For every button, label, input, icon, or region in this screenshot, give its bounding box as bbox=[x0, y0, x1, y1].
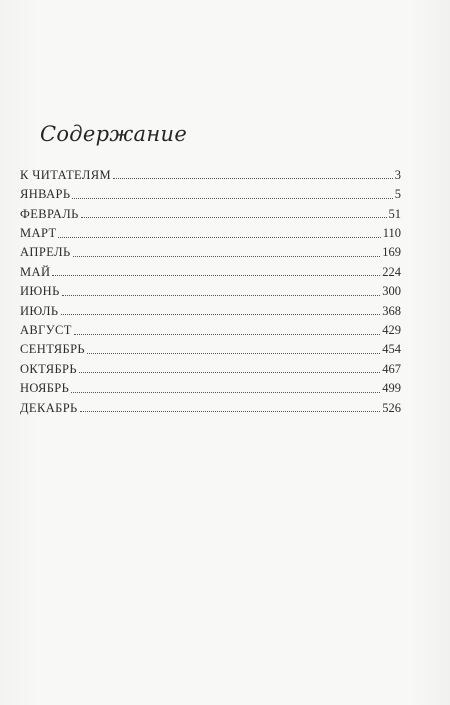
toc-entry bbox=[20, 278, 401, 297]
dot-leader bbox=[71, 392, 380, 393]
dot-leader bbox=[81, 217, 387, 218]
toc-entry bbox=[20, 240, 401, 259]
dot-leader bbox=[52, 275, 380, 276]
toc-entry-page: 110 bbox=[382, 226, 401, 241]
toc-entry-page: 300 bbox=[382, 284, 401, 299]
dot-leader bbox=[80, 411, 381, 412]
toc-entry bbox=[20, 298, 401, 317]
toc-entry-page: 51 bbox=[388, 206, 401, 221]
dot-leader bbox=[73, 256, 381, 257]
toc-entry bbox=[20, 220, 401, 239]
dot-leader bbox=[72, 198, 392, 199]
toc-list bbox=[20, 162, 401, 414]
toc-entry-label: МАЙ bbox=[20, 264, 51, 279]
toc-entry-page: 3 bbox=[394, 167, 401, 182]
toc-entry bbox=[20, 395, 401, 414]
toc-entry-label: НОЯБРЬ bbox=[20, 381, 70, 396]
toc-entry-page: 499 bbox=[382, 381, 401, 396]
toc-entry-label: ОКТЯБРЬ bbox=[20, 361, 77, 376]
dot-leader bbox=[87, 353, 380, 354]
toc-entry bbox=[20, 317, 401, 336]
toc-entry bbox=[20, 201, 401, 220]
toc-entry-label: ИЮЛЬ bbox=[20, 303, 59, 318]
dot-leader bbox=[74, 334, 380, 335]
toc-entry-label: СЕНТЯБРЬ bbox=[20, 342, 86, 357]
toc-entry bbox=[20, 162, 401, 181]
toc-title: Содержание bbox=[40, 122, 188, 146]
toc-entry-label: ИЮНЬ bbox=[20, 284, 60, 299]
dot-leader bbox=[79, 372, 380, 373]
toc-entry-page: 368 bbox=[382, 303, 401, 318]
toc-entry-label: ФЕВРАЛЬ bbox=[20, 206, 79, 221]
toc-entry-page: 454 bbox=[382, 342, 401, 357]
dot-leader bbox=[62, 295, 381, 296]
toc-entry-label: ДЕКАБРЬ bbox=[20, 400, 78, 415]
dot-leader bbox=[61, 314, 381, 315]
toc-entry-page: 467 bbox=[382, 361, 401, 376]
toc-entry-page: 224 bbox=[382, 264, 401, 279]
toc-entry-label: ЯНВАРЬ bbox=[20, 187, 71, 202]
toc-entry-label: МАРТ bbox=[20, 226, 57, 241]
toc-entry-page: 429 bbox=[382, 323, 401, 338]
toc-entry bbox=[20, 259, 401, 278]
toc-entry-label: АВГУСТ bbox=[20, 323, 72, 338]
toc-entry bbox=[20, 181, 401, 200]
toc-entry bbox=[20, 375, 401, 394]
toc-entry-label: АПРЕЛЬ bbox=[20, 245, 71, 260]
toc-entry-page: 5 bbox=[394, 187, 401, 202]
dot-leader bbox=[58, 237, 380, 238]
toc-entry-label: К ЧИТАТЕЛЯМ bbox=[20, 167, 111, 182]
toc-entry-page: 526 bbox=[382, 400, 401, 415]
toc-entry bbox=[20, 356, 401, 375]
dot-leader bbox=[113, 178, 393, 179]
toc-entry-page: 169 bbox=[382, 245, 401, 260]
toc-entry bbox=[20, 337, 401, 356]
